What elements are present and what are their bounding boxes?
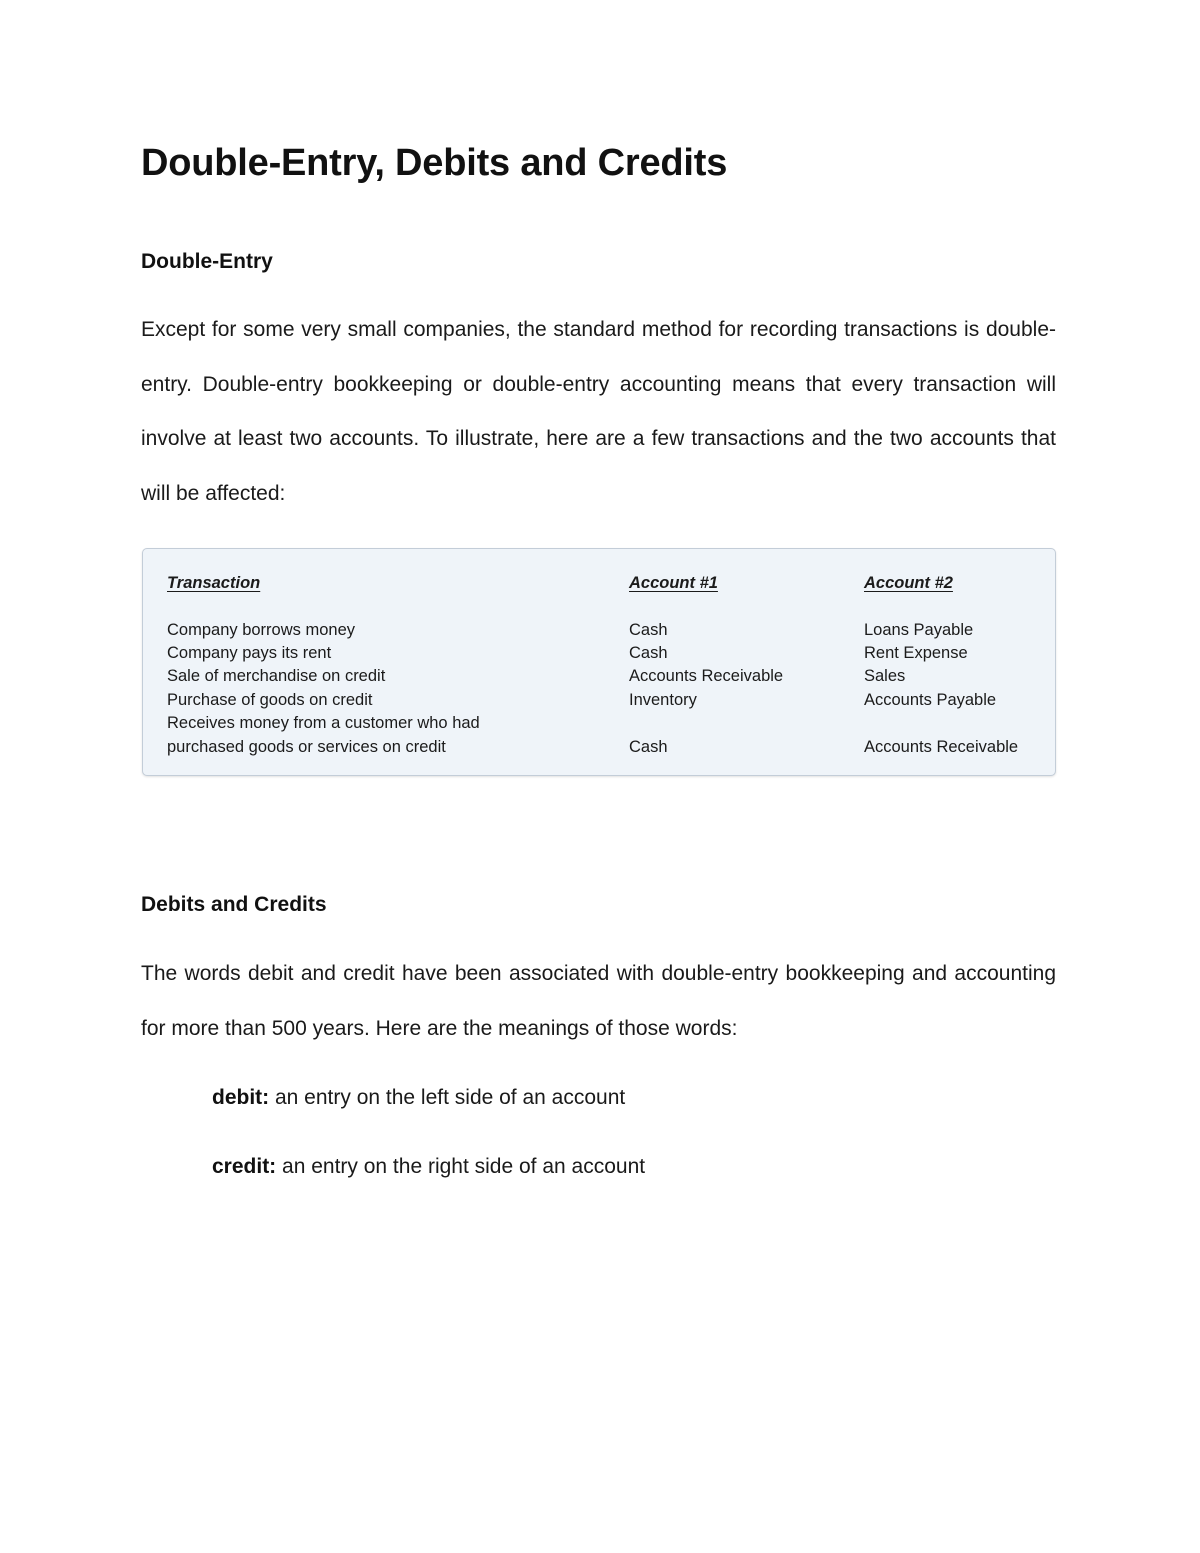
section-heading-debits-credits: Debits and Credits	[141, 893, 327, 916]
table-cell-transaction-line-2: purchased goods or services on credit	[167, 738, 446, 756]
table-cell-account-2: Accounts Payable	[864, 691, 997, 709]
definition-term: debit:	[212, 1086, 270, 1109]
definition-term: credit:	[212, 1155, 277, 1178]
meanings-paragraph: The words debit and credit have been associated with double-entry bookkeeping and accounting for more than 500 years. Here are the meanings of those words:	[141, 962, 1056, 1040]
page-title: Double-Entry, Debits and Credits	[141, 142, 728, 184]
table-cell-account-1: Cash	[629, 621, 668, 639]
table-cell-transaction: Company borrows money	[167, 621, 355, 639]
transactions-table	[142, 548, 1056, 776]
table-cell-account-2: Loans Payable	[864, 621, 974, 639]
table-header-account-1: Account #1	[629, 574, 718, 592]
definition-meaning: an entry on the left side of an account	[269, 1086, 626, 1109]
table-cell-account-1: Accounts Receivable	[629, 667, 784, 685]
table-cell-account-1: Inventory	[629, 691, 697, 709]
table-cell-account-1: Cash	[629, 644, 668, 662]
table-header-account-2: Account #2	[864, 574, 953, 592]
definition-credit	[212, 1155, 645, 1179]
table-cell-account-2: Rent Expense	[864, 644, 968, 662]
table-cell-account-2: Sales	[864, 667, 906, 685]
definition-debit	[212, 1086, 625, 1110]
table-cell-transaction: Purchase of goods on credit	[167, 691, 373, 709]
definition-meaning: an entry on the right side of an account	[276, 1155, 646, 1178]
table-header-transaction: Transaction	[167, 574, 261, 592]
table-cell-account-1: Cash	[629, 738, 668, 756]
intro-paragraph: Except for some very small companies, the standard method for recording transactions is double-entry. Double-entry bookkeeping or double-entry accounting means that every transaction will involve at least two accounts. To illustrate, here are a few transactions and the two accounts that will be affected:	[141, 318, 1056, 505]
table-cell-account-2: Accounts Receivable	[864, 738, 1019, 756]
table-cell-transaction-line-1: Receives money from a customer who had	[167, 714, 480, 732]
table-cell-transaction: Sale of merchandise on credit	[167, 667, 386, 685]
table-cell-transaction: Company pays its rent	[167, 644, 332, 662]
section-heading-double-entry: Double-Entry	[141, 250, 273, 273]
